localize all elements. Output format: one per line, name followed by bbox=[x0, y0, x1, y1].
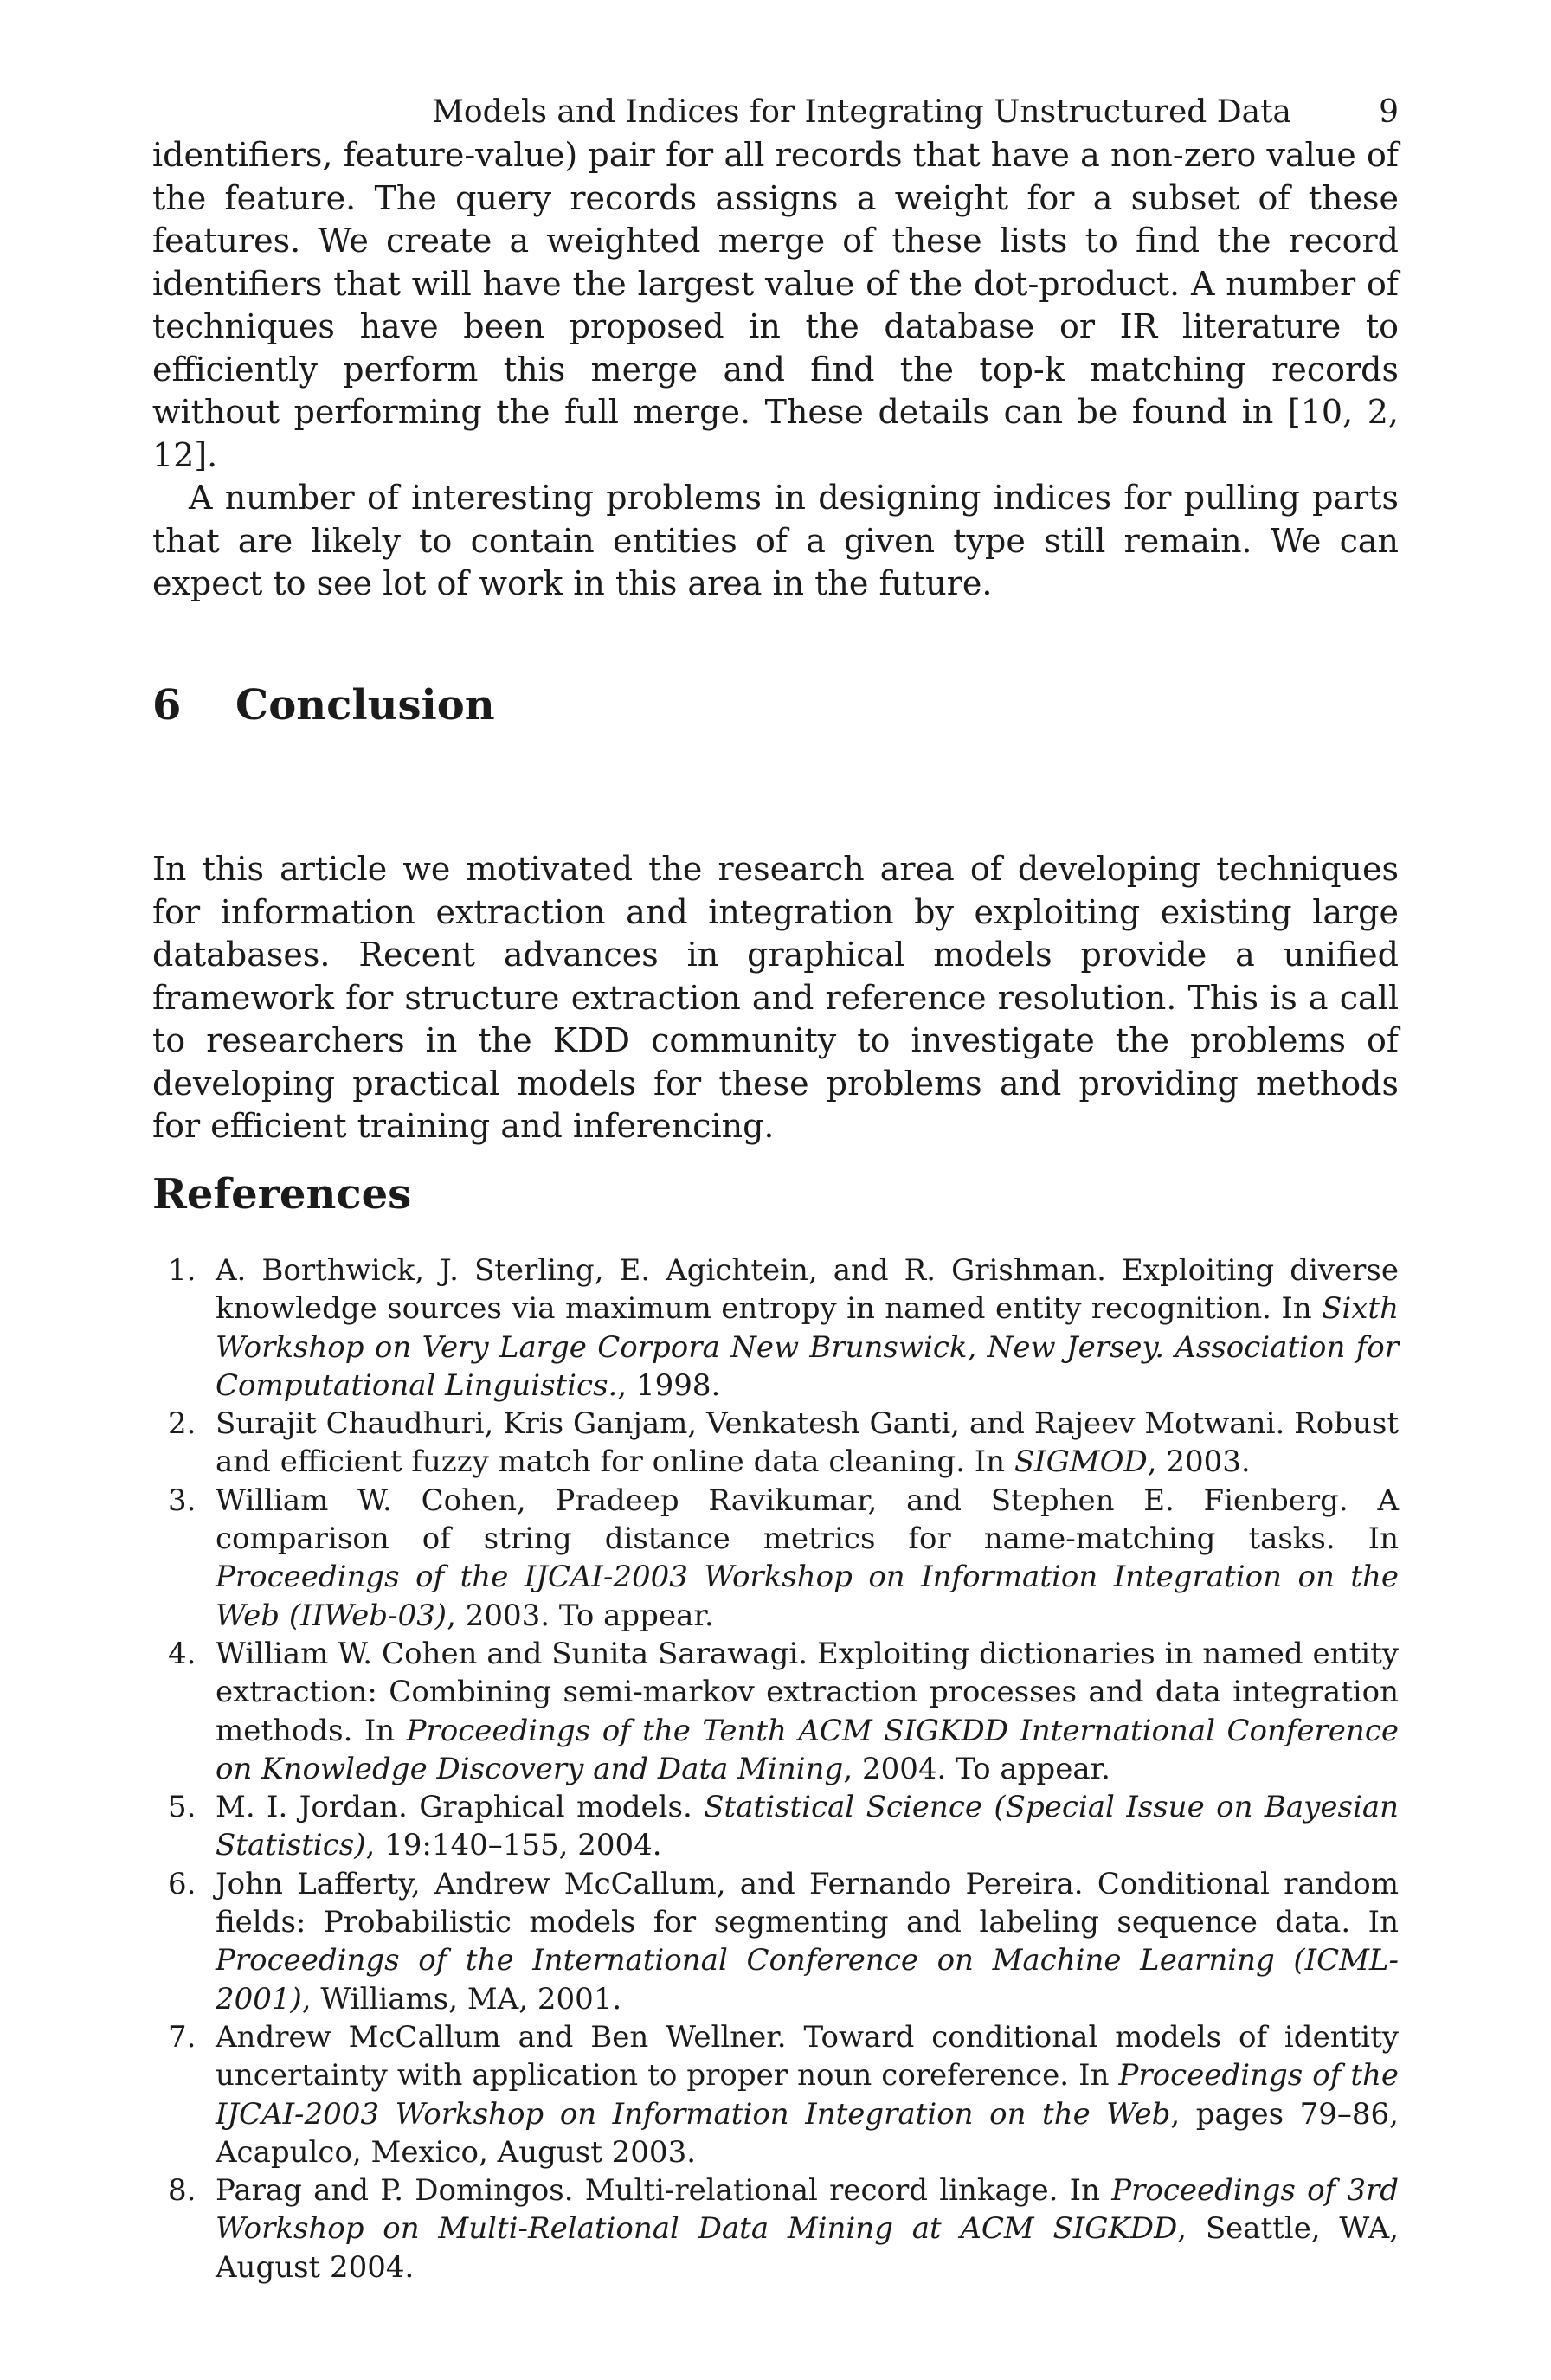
references-list bbox=[152, 1251, 1399, 2287]
reference-item bbox=[152, 2018, 1399, 2171]
references-heading: References bbox=[152, 1170, 412, 1219]
reference-item bbox=[152, 1405, 1399, 1482]
reference-number: 6. bbox=[168, 1866, 196, 1901]
reference-text: John Lafferty, Andrew McCallum, and Fernando Pereira. Conditional random fields: Probabilistic models for segmenting and labeling sequence data. In bbox=[216, 1866, 1399, 1940]
paragraph-continued: identifiers, feature-value) pair for all records that have a non-zero value of the feature. The query records assigns a weight for a subset of these features. We create a weighted merge of these lists to find the record identifiers that will have the largest value of the dot-product. A number of techniques have been proposed in the database or IR literature to efficiently perform this merge and find the top-k matching records without performing the full merge. These details can be found in [10, 2, 12]. bbox=[152, 136, 1399, 474]
reference-venue: Proceedings of the IJCAI-2003 Workshop on Information Integration on the Web bbox=[216, 2058, 1400, 2132]
conclusion-paragraph: In this article we motivated the research area of developing techniques for information extraction and integration by exploiting existing large databases. Recent advances in graphical models provide a unified framework for structure extraction and reference resolution. This is a call to researchers in the KDD community to investigate the problems of developing practical models for these problems and providing methods for efficient training and inferencing. bbox=[152, 850, 1399, 1145]
reference-tail: , 1998. bbox=[617, 1367, 721, 1403]
reference-tail: , Williams, MA, 2001. bbox=[301, 1981, 622, 2017]
reference-item bbox=[152, 2171, 1399, 2287]
section-title: Conclusion bbox=[235, 681, 495, 730]
reference-venue: SIGMOD bbox=[1014, 1444, 1148, 1480]
body-continuation bbox=[152, 134, 1399, 606]
reference-tail: , 2003. To appear. bbox=[447, 1598, 714, 1633]
reference-venue: Sixth Workshop on Very Large Corpora New Brunswick, New Jersey. Association for Computational Linguistics. bbox=[216, 1291, 1399, 1403]
reference-text: William W. Cohen and Sunita Sarawagi. Exploiting dictionaries in named entity extraction: Combining semi-markov extraction processes and data integration methods. In bbox=[216, 1636, 1399, 1748]
reference-venue: Statistical Science (Special Issue on Bayesian Statistics) bbox=[216, 1790, 1399, 1863]
reference-venue: Proceedings of the IJCAI-2003 Workshop on Information Integration on the Web (IIWeb-03) bbox=[216, 1560, 1399, 1633]
reference-number: 1. bbox=[168, 1253, 196, 1288]
reference-tail: , 19:140–155, 2004. bbox=[365, 1828, 662, 1863]
reference-tail: , pages 79–86, Acapulco, Mexico, August 2003. bbox=[216, 2096, 1399, 2170]
reference-text: William W. Cohen, Pradeep Ravikumar, and Stephen E. Fienberg. A comparison of string distance metrics for name-matching tasks. In bbox=[216, 1483, 1399, 1557]
reference-tail: , Seattle, WA, August 2004. bbox=[216, 2211, 1400, 2285]
reference-number: 5. bbox=[168, 1790, 196, 1825]
reference-tail: , 2003. bbox=[1147, 1444, 1251, 1480]
reference-item bbox=[152, 1865, 1399, 2018]
reference-item bbox=[152, 1251, 1399, 1405]
reference-text: Andrew McCallum and Ben Wellner. Toward conditional models of identity uncertainty with application to proper noun coreference. In bbox=[216, 2019, 1399, 2094]
section-number: 6 bbox=[152, 681, 182, 730]
reference-tail: , 2004. To appear. bbox=[843, 1751, 1110, 1786]
reference-item bbox=[152, 1788, 1399, 1865]
paper-page bbox=[152, 87, 1400, 2285]
reference-number: 4. bbox=[168, 1636, 196, 1671]
page-number: 9 bbox=[1379, 94, 1399, 130]
reference-text: Parag and P. Domingos. Multi-relational record linkage. In bbox=[216, 2173, 1112, 2209]
reference-text: M. I. Jordan. Graphical models. bbox=[216, 1790, 705, 1825]
paragraph: A number of interesting problems in designing indices for pulling parts that are likely to contain entities of a given type still remain. We can expect to see lot of work in this area in the future. bbox=[152, 479, 1399, 602]
reference-venue: Proceedings of the Tenth ACM SIGKDD International Conference on Knowledge Discovery and Data Mining bbox=[216, 1713, 1399, 1786]
reference-venue: Proceedings of 3rd Workshop on Multi-Relational Data Mining at ACM SIGKDD bbox=[216, 2173, 1400, 2247]
reference-number: 2. bbox=[168, 1406, 196, 1442]
reference-text: A. Borthwick, J. Sterling, E. Agichtein, and R. Grishman. Exploiting diverse knowledge sources via maximum entropy in named entity recognition. In bbox=[216, 1253, 1399, 1327]
reference-number: 8. bbox=[168, 2173, 196, 2209]
running-head-title: Models and Indices for Integrating Unstructured Data bbox=[432, 94, 1291, 130]
conclusion-body bbox=[152, 848, 1399, 1148]
running-head bbox=[152, 87, 1399, 138]
section-heading-conclusion bbox=[152, 679, 1399, 731]
reference-text: Surajit Chaudhuri, Kris Ganjam, Venkatesh Ganti, and Rajeev Motwani. Robust and efficient fuzzy match for online data cleaning. In bbox=[216, 1406, 1399, 1480]
reference-number: 7. bbox=[168, 2019, 196, 2055]
reference-venue: Proceedings of the International Conference on Machine Learning (ICML-2001) bbox=[216, 1943, 1399, 2017]
reference-number: 3. bbox=[168, 1483, 196, 1518]
reference-item bbox=[152, 1482, 1399, 1635]
reference-item bbox=[152, 1635, 1399, 1788]
